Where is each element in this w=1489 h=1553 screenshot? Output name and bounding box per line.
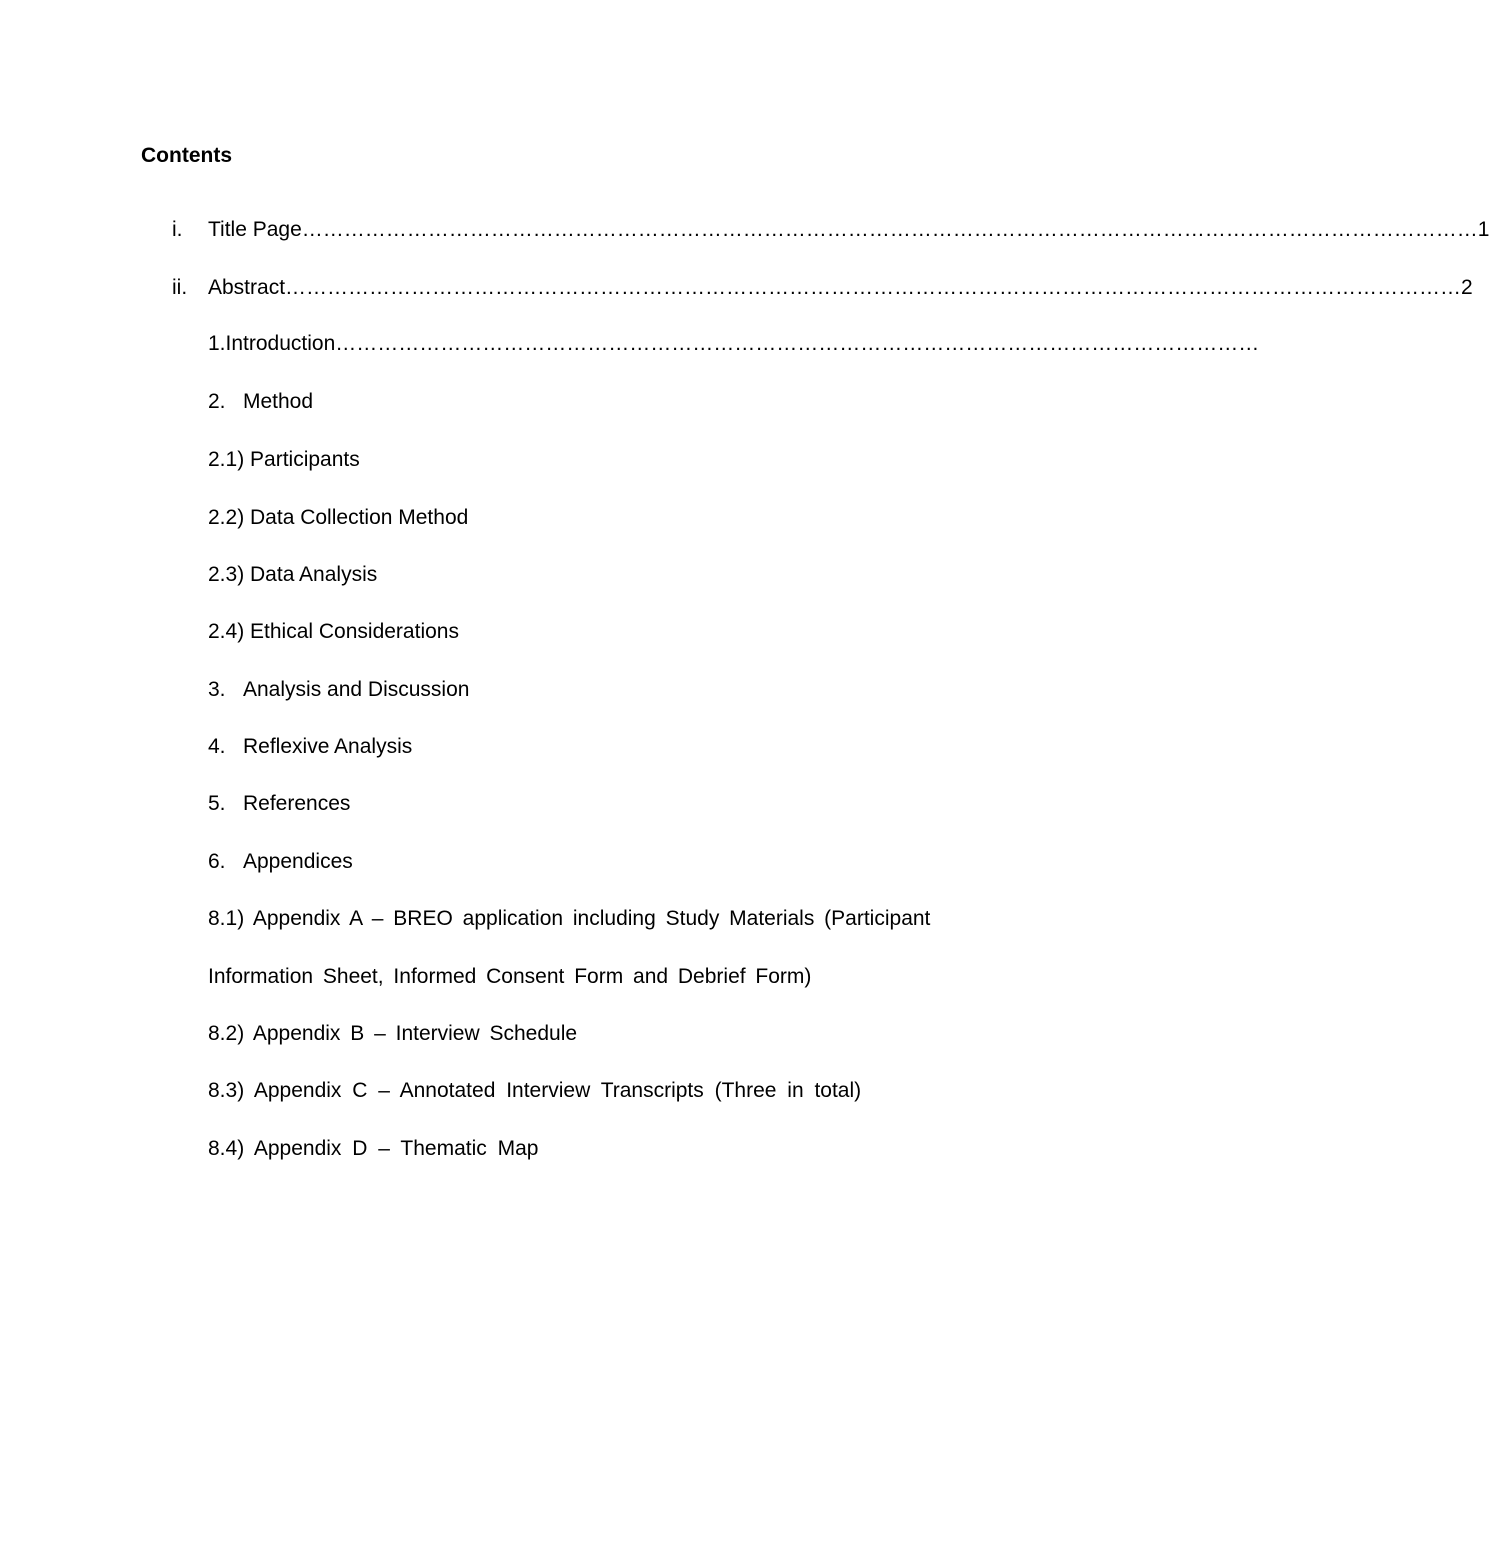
dot-leader: …………………………………………………………………………………………………………………… (335, 332, 1260, 355)
dot-leader: …………………………………………………………………………………………………………………………………………………… (285, 276, 1462, 299)
toc-page-abstract: 2 (1461, 276, 1473, 299)
toc-num-abstract: ii. (172, 276, 188, 299)
toc-entry-abstract[interactable] (208, 275, 1473, 301)
toc-label-method: Method (243, 390, 314, 413)
toc-entry-appendix-d[interactable]: 8.4) Appendix D – Thematic Map (208, 1137, 539, 1160)
toc-label-abstract: Abstract (208, 276, 286, 299)
toc-entry-appendix-c[interactable]: 8.3) Appendix C – Annotated Interview Transcripts (Three in total) (208, 1079, 862, 1102)
toc-entry-data-collection-method[interactable]: 2.2) Data Collection Method (208, 506, 469, 529)
dot-leader: …………………………………………………………………………………………………………………………………………………… (301, 218, 1478, 241)
toc-label: References (243, 792, 351, 815)
toc-entry-appendix-a[interactable]: 8.1) Appendix A – BREO application including Study Materials (Participant (208, 907, 931, 930)
toc-entry-introduction[interactable] (208, 331, 1260, 357)
toc-entry-participants[interactable]: 2.1) Participants (208, 448, 360, 471)
toc-entry-references[interactable] (208, 791, 350, 817)
toc-num: 6. (208, 850, 226, 873)
toc-entry-appendices[interactable] (208, 849, 353, 875)
toc-entry-title-page[interactable] (208, 217, 1489, 243)
toc-label-title-page: Title Page (208, 218, 302, 241)
toc-num: 3. (208, 678, 226, 701)
toc-label: Reflexive Analysis (243, 735, 413, 758)
toc-label-introduction: Introduction (225, 332, 336, 355)
toc-num-method: 2. (208, 390, 226, 413)
toc-entry-ethical-considerations[interactable]: 2.4) Ethical Considerations (208, 620, 459, 643)
toc-label: Appendices (243, 850, 353, 873)
toc-num-introduction: 1. (208, 332, 226, 355)
page-title: Contents (141, 144, 232, 167)
toc-num: 5. (208, 792, 226, 815)
toc-entry-data-analysis[interactable]: 2.3) Data Analysis (208, 563, 378, 586)
toc-entry-appendix-a-continued: Information Sheet, Informed Consent Form and Debrief Form) (208, 965, 812, 988)
toc-page-title-page: 1 (1477, 218, 1489, 241)
toc-num: 4. (208, 735, 226, 758)
toc-num-title-page: i. (172, 218, 183, 241)
toc-entry-reflexive-analysis[interactable] (208, 734, 412, 760)
toc-entry-analysis-and-discussion[interactable] (208, 677, 469, 703)
toc-label: Analysis and Discussion (243, 678, 470, 701)
toc-entry-appendix-b[interactable]: 8.2) Appendix B – Interview Schedule (208, 1022, 578, 1045)
toc-entry-method[interactable] (208, 389, 313, 415)
